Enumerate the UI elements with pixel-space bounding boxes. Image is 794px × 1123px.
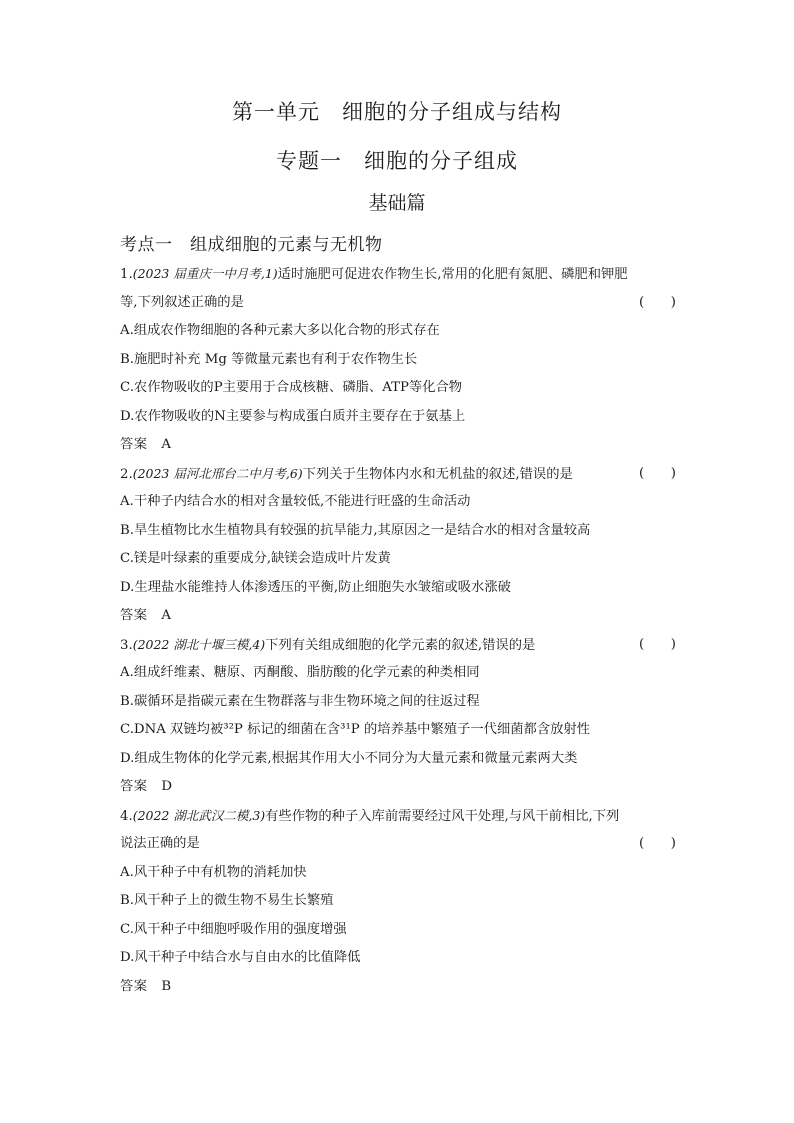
question-source: (2023 届河北邢台二中月考,6): [132, 465, 303, 481]
question-number: 4.: [120, 808, 133, 824]
option-a: A.组成农作物细胞的各种元素大多以化合物的形式存在: [120, 323, 440, 338]
option-b: B.施肥时补充 Mg 等微量元素也有利于农作物生长: [120, 351, 418, 367]
answer-line: [120, 431, 676, 460]
answer-bracket: ( ): [639, 836, 676, 851]
question-stem: [120, 460, 676, 489]
answer-bracket: ( ): [639, 465, 676, 481]
question-text: 下列有关组成细胞的化学元素的叙述,错误的是: [265, 637, 536, 653]
question-number: 3.: [120, 637, 133, 653]
option-b: B.旱生植物比水生植物具有较强的抗旱能力,其原因之一是结合水的相对含量较高: [120, 522, 591, 538]
question-source: (2022 湖北武汉二模,3): [132, 807, 266, 823]
question-stem-continued: [120, 289, 676, 318]
option-a: A.干种子内结合水的相对含量较低,不能进行旺盛的生命活动: [120, 494, 471, 509]
option-d: D.生理盐水能维持人体渗透压的平衡,防止细胞失水皱缩或吸水涨破: [120, 579, 511, 595]
option-b: B.碳循环是指碳元素在生物群落与非生物环境之间的往返过程: [120, 693, 480, 709]
option-d: D.组成生物体的化学元素,根据其作用大小不同分为大量元素和微量元素两大类: [120, 750, 578, 766]
option-b: B.风干种子上的微生物不易生长繁殖: [120, 893, 334, 908]
answer-label: 答案: [120, 608, 148, 623]
option-a: A.组成纤维素、糖原、丙酮酸、脂肪酸的化学元素的种类相同: [120, 665, 480, 680]
question-text: 说法正确的是: [120, 836, 200, 851]
question-1: [120, 260, 676, 460]
option-c: C.风干种子中细胞呼吸作用的强度增强: [120, 921, 347, 937]
question-2: [120, 460, 676, 631]
question-stem: [120, 802, 676, 831]
question-stem: [120, 260, 676, 289]
answer-value: D: [161, 779, 173, 794]
answer-label: 答案: [120, 978, 148, 994]
option-d: D.农作物吸收的N主要参与构成蛋白质并主要存在于氨基上: [120, 408, 466, 424]
question-4: [120, 802, 676, 1002]
topic-title: 专题一 细胞的分子组成: [276, 149, 518, 173]
answer-label: 答案: [120, 437, 148, 452]
option-a: A.风干种子中有机物的消耗加快: [120, 864, 307, 880]
question-3: [120, 631, 676, 802]
question-text: 等,下列叙述正确的是: [120, 294, 244, 310]
answer-value: B: [161, 978, 172, 994]
unit-title: 第一单元 细胞的分子组成与结构: [232, 100, 562, 124]
questions-list: [120, 260, 676, 1001]
level-title: 基础篇: [368, 192, 426, 214]
question-number: 1.: [120, 267, 133, 282]
answer-value: A: [161, 608, 172, 623]
question-text: 适时施肥可促进农作物生长,常用的化肥有氮肥、磷肥和钾肥: [277, 267, 628, 282]
question-number: 2.: [120, 466, 133, 482]
question-text: 下列关于生物体内水和无机盐的叙述,错误的是: [302, 466, 573, 482]
answer-line: [120, 773, 676, 802]
question-source: (2023 届重庆一中月考,1): [132, 266, 278, 281]
question-stem-continued: [120, 830, 676, 859]
answer-value: A: [161, 437, 172, 452]
section-heading: 考点一 组成细胞的元素与无机物: [120, 235, 383, 255]
option-c: C.DNA 双链均被³²P 标记的细菌在含³¹P 的培养基中繁殖子一代细菌都含放射性: [120, 722, 591, 737]
answer-bracket: ( ): [639, 294, 676, 310]
option-d: D.风干种子中结合水与自由水的比值降低: [120, 950, 361, 965]
answer-line: [120, 973, 676, 1002]
question-stem: [120, 631, 676, 660]
question-source: (2022 湖北十堰三模,4): [132, 636, 266, 652]
option-c: C.镁是叶绿素的重要成分,缺镁会造成叶片发黄: [120, 551, 391, 566]
answer-bracket: ( ): [639, 636, 676, 652]
option-c: C.农作物吸收的P主要用于合成核糖、磷脂、ATP等化合物: [120, 380, 463, 395]
question-text: 有些作物的种子入库前需要经过风干处理,与风干前相比,下列: [265, 808, 620, 824]
answer-line: [120, 602, 676, 631]
answer-label: 答案: [120, 779, 148, 794]
